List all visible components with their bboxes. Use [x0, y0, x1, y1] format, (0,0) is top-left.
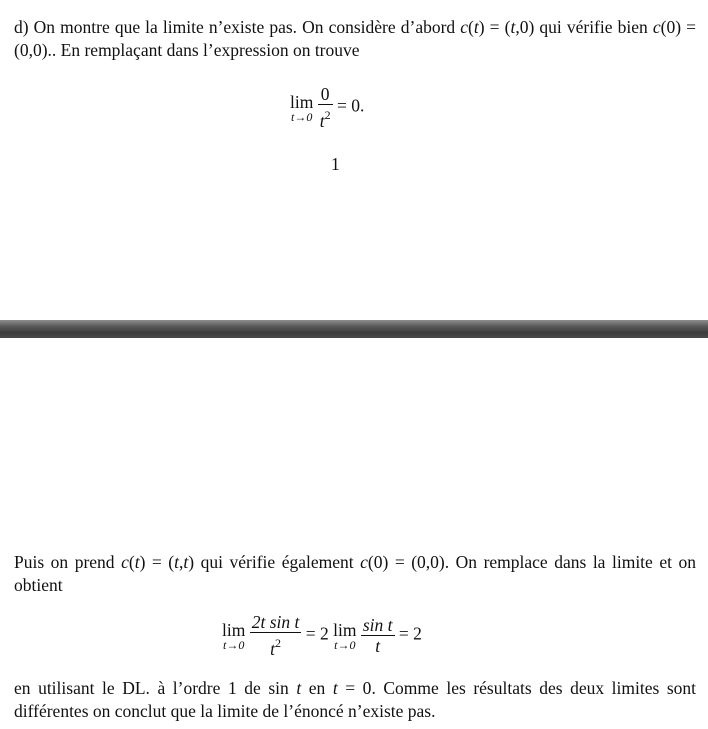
- paragraph-second: Puis on prend c(t) = (t,t) qui vérifie également c(0) = (0,0). On remplace dans la limite et on obtient: [14, 552, 696, 595]
- math-ct-eq-tt: c: [121, 552, 129, 572]
- math-ct-eq-t0: c: [460, 17, 469, 37]
- text: . Comme les résultats des deux limites sont différentes on conclut que la limite de l’énoncé n’existe pas.: [14, 678, 697, 721]
- numerator-1: 2t sin t: [251, 612, 300, 632]
- math-var: t: [134, 552, 140, 572]
- text: qui vérifie également: [194, 552, 361, 572]
- math-var: t: [473, 17, 479, 37]
- fraction-1: [250, 612, 302, 659]
- denominator: $t^2$: [318, 104, 333, 131]
- numerator-2: sin t: [362, 615, 393, 635]
- denominator-2: t: [361, 635, 395, 656]
- equation-rhs: = 0.: [336, 95, 365, 116]
- text: . En remplaçant dans l’expression on trouve: [51, 40, 360, 60]
- lim-operator-2: lim t→0: [333, 619, 357, 652]
- fraction: [318, 84, 333, 131]
- math-c0: c: [360, 552, 368, 572]
- paragraph-intro: d) On montre que la limite n’existe pas. On considère d’abord c(t) = (t,0) qui vérifie bien c(0) = (0,0).. En remplaçant dans l’expression on trouve: [14, 17, 696, 60]
- text: qui vérifie bien: [534, 17, 653, 37]
- math-var: t: [510, 17, 516, 37]
- numerator: 0: [320, 84, 330, 104]
- text: Puis on prend: [14, 552, 122, 572]
- fraction-2: [361, 615, 395, 656]
- page-number: 1: [331, 154, 340, 174]
- text: en utilisant le DL. à l’ordre 1 de sin: [14, 678, 289, 698]
- math-var: t: [296, 678, 302, 698]
- equation-mid: = 2: [305, 623, 329, 644]
- equation-limit-2: [222, 612, 422, 659]
- math-var: t: [183, 552, 189, 572]
- page-divider: [0, 320, 708, 338]
- math-var: t: [332, 678, 338, 698]
- lim-operator: lim t→0: [290, 91, 314, 124]
- denominator-1: $t^2$: [250, 632, 302, 659]
- equation-rhs: = 2: [398, 623, 422, 644]
- lim-operator: lim t→0: [222, 619, 246, 652]
- text: en: [301, 678, 333, 698]
- math-var: t: [174, 552, 180, 572]
- text: . On remplace dans la limite et on obtient: [14, 552, 696, 595]
- text: d) On montre que la limite n’existe pas. On considère d’abord: [14, 17, 461, 37]
- math-c0: c: [652, 17, 661, 37]
- paragraph-conclusion: en utilisant le DL. à l’ordre 1 de sin t en t = 0. Comme les résultats des deux limites sont différentes on conclut que la limite de l’énoncé n’existe pas.: [14, 678, 697, 721]
- equation-limit-1: [290, 84, 364, 131]
